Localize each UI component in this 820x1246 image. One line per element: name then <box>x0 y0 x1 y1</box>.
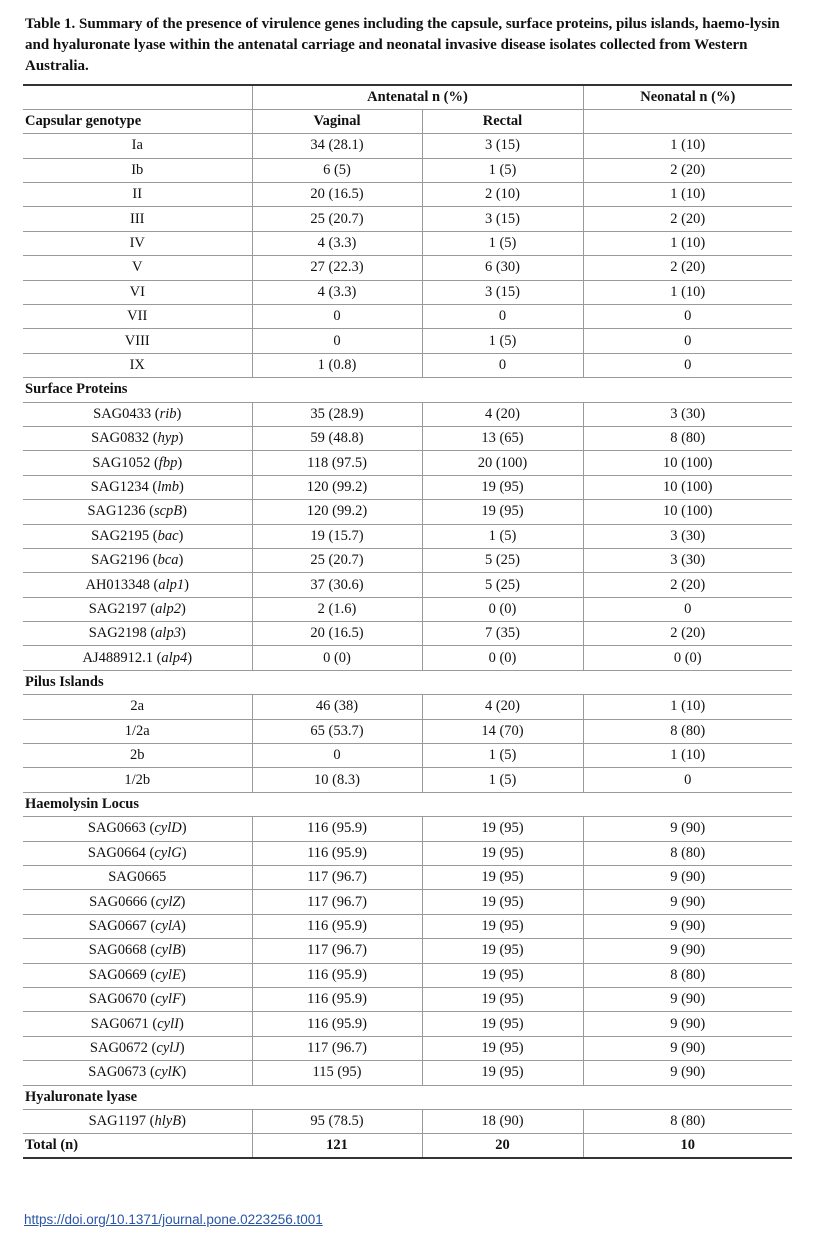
gene-code: SAG2196 <box>91 552 150 569</box>
rectal-value: 3 (15) <box>422 280 583 304</box>
table-row <box>23 1012 792 1036</box>
gene-code: SAG1234 <box>90 478 149 495</box>
gene-code: SAG0669 <box>88 966 147 983</box>
rectal-value: 19 (95) <box>422 914 583 938</box>
row-label: IV <box>23 231 252 255</box>
row-label: V <box>23 256 252 280</box>
rectal-value: 19 (95) <box>422 1036 583 1060</box>
neonatal-value: 10 (100) <box>583 500 792 524</box>
neonatal-value: 0 (0) <box>583 646 792 670</box>
row-label: VI <box>23 280 252 304</box>
row-label: SAG2195 (bac) <box>23 524 252 548</box>
rectal-value: 5 (25) <box>422 548 583 572</box>
table-row <box>23 963 792 987</box>
row-label <box>23 695 252 719</box>
neonatal-value: 10 (100) <box>583 451 792 475</box>
row-label: SAG0832 (hyp) <box>23 426 252 450</box>
neonatal-value: 9 (90) <box>583 817 792 841</box>
neonatal-value: 9 (90) <box>583 1061 792 1085</box>
vaginal-value: 116 (95.9) <box>252 1012 422 1036</box>
row-label: SAG0664 (cylG) <box>23 841 252 865</box>
table-row <box>23 914 792 938</box>
header-subcolumn-row <box>23 109 792 133</box>
rectal-value: 13 (65) <box>422 426 583 450</box>
neonatal-value: 9 (90) <box>583 914 792 938</box>
header-vaginal: Vaginal <box>252 109 422 133</box>
rectal-value: 14 (70) <box>422 719 583 743</box>
table-row <box>23 524 792 548</box>
neonatal-value: 2 (20) <box>583 256 792 280</box>
table-row <box>23 256 792 280</box>
rectal-value: 5 (25) <box>422 573 583 597</box>
gene-name: alp1 <box>158 576 185 593</box>
table-row <box>23 1036 792 1060</box>
table-row <box>23 987 792 1011</box>
vaginal-value: 19 (15.7) <box>252 524 422 548</box>
rectal-value: 3 (15) <box>422 207 583 231</box>
gene-name: cylI <box>157 1015 179 1032</box>
table-row <box>23 1061 792 1085</box>
table-row <box>23 158 792 182</box>
table-row <box>23 622 792 646</box>
gene-name: alp4 <box>161 649 188 666</box>
section-header-row <box>23 670 792 694</box>
neonatal-value: 1 (10) <box>583 183 792 207</box>
section-header-row <box>23 792 792 816</box>
row-label: SAG2197 (alp2) <box>23 597 252 621</box>
row-label <box>23 768 252 792</box>
table-row <box>23 183 792 207</box>
gene-code: SAG0666 <box>89 893 148 910</box>
neonatal-value: 0 <box>583 329 792 353</box>
gene-code: SAG1197 <box>88 1113 147 1130</box>
header-antenatal: Antenatal n (%) <box>252 85 583 109</box>
rectal-value: 18 (90) <box>422 1109 583 1133</box>
neonatal-value: 8 (80) <box>583 963 792 987</box>
gene-code: SAG0671 <box>90 1015 149 1032</box>
gene-code: SAG0667 <box>88 917 147 934</box>
vaginal-value: 0 (0) <box>252 646 422 670</box>
vaginal-value: 6 (5) <box>252 158 422 182</box>
rectal-value: 1 (5) <box>422 329 583 353</box>
vaginal-value: 116 (95.9) <box>252 987 422 1011</box>
rectal-value: 19 (95) <box>422 939 583 963</box>
gene-name: scpB <box>153 503 183 520</box>
gene-name: cylB <box>155 942 181 959</box>
row-label: SAG0667 (cylA) <box>23 914 252 938</box>
gene-code: SAG2195 <box>91 527 150 544</box>
vaginal-value: 117 (96.7) <box>252 866 422 890</box>
rectal-value: 19 (95) <box>422 841 583 865</box>
table-row <box>23 719 792 743</box>
rectal-value: 19 (95) <box>422 890 583 914</box>
doi-link[interactable]: https://doi.org/10.1371/journal.pone.0223256.t001 <box>24 1212 323 1227</box>
caption-label: Table 1. <box>25 16 76 32</box>
row-label: SAG0669 (cylE) <box>23 963 252 987</box>
gene-code: SAG0665 <box>108 869 167 886</box>
gene-code: SAG0832 <box>91 430 150 447</box>
vaginal-value: 25 (20.7) <box>252 207 422 231</box>
row-label: Ia <box>23 134 252 158</box>
neonatal-value: 1 (10) <box>583 231 792 255</box>
vaginal-value: 34 (28.1) <box>252 134 422 158</box>
gene-name: hyp <box>157 430 179 447</box>
gene-code: SAG0668 <box>88 942 147 959</box>
table-row <box>23 1109 792 1133</box>
neonatal-value: 8 (80) <box>583 841 792 865</box>
gene-name: bac <box>157 527 179 544</box>
header-neonatal: Neonatal n (%) <box>583 85 792 109</box>
row-label: VII <box>23 305 252 329</box>
gene-name: cylD <box>154 820 182 837</box>
table-row <box>23 500 792 524</box>
row-label: SAG2198 (alp3) <box>23 622 252 646</box>
vaginal-value: 120 (99.2) <box>252 475 422 499</box>
neonatal-value: 9 (90) <box>583 987 792 1011</box>
table-row <box>23 329 792 353</box>
neonatal-value: 0 <box>583 353 792 377</box>
neonatal-value: 2 (20) <box>583 207 792 231</box>
neonatal-value: 2 (20) <box>583 158 792 182</box>
gene-code: 2a <box>130 698 145 715</box>
table-row <box>23 207 792 231</box>
vaginal-value: 2 (1.6) <box>252 597 422 621</box>
row-label: VIII <box>23 329 252 353</box>
table-caption <box>25 14 795 77</box>
neonatal-value: 9 (90) <box>583 866 792 890</box>
gene-code: SAG0670 <box>88 991 147 1008</box>
table-row <box>23 475 792 499</box>
vaginal-value: 25 (20.7) <box>252 548 422 572</box>
table-row <box>23 768 792 792</box>
row-label <box>23 866 252 890</box>
table-row <box>23 695 792 719</box>
vaginal-value: 118 (97.5) <box>252 451 422 475</box>
section-spacer <box>252 378 792 402</box>
rectal-value: 0 (0) <box>422 597 583 621</box>
rectal-value: 19 (95) <box>422 866 583 890</box>
vaginal-value: 117 (96.7) <box>252 1036 422 1060</box>
vaginal-value: 117 (96.7) <box>252 939 422 963</box>
vaginal-value: 35 (28.9) <box>252 402 422 426</box>
row-label: SAG0670 (cylF) <box>23 987 252 1011</box>
vaginal-value: 4 (3.3) <box>252 280 422 304</box>
row-label <box>23 719 252 743</box>
neonatal-value: 3 (30) <box>583 402 792 426</box>
rectal-value: 1 (5) <box>422 524 583 548</box>
vaginal-value: 1 (0.8) <box>252 353 422 377</box>
vaginal-value: 10 (8.3) <box>252 768 422 792</box>
vaginal-value: 120 (99.2) <box>252 500 422 524</box>
neonatal-value: 9 (90) <box>583 939 792 963</box>
vaginal-value: 116 (95.9) <box>252 841 422 865</box>
vaginal-value: 27 (22.3) <box>252 256 422 280</box>
neonatal-value: 0 <box>583 597 792 621</box>
table-row <box>23 597 792 621</box>
table-row <box>23 548 792 572</box>
neonatal-value: 0 <box>583 305 792 329</box>
rectal-value: 0 (0) <box>422 646 583 670</box>
header-rectal: Rectal <box>422 109 583 133</box>
row-label: SAG0663 (cylD) <box>23 817 252 841</box>
rectal-value: 1 (5) <box>422 744 583 768</box>
vaginal-value: 4 (3.3) <box>252 231 422 255</box>
rectal-value: 0 <box>422 305 583 329</box>
rectal-value: 19 (95) <box>422 817 583 841</box>
rectal-value: 19 (95) <box>422 1061 583 1085</box>
row-label <box>23 744 252 768</box>
gene-code: SAG0672 <box>89 1039 148 1056</box>
vaginal-value: 20 (16.5) <box>252 622 422 646</box>
row-label: SAG0666 (cylZ) <box>23 890 252 914</box>
gene-code: SAG1236 <box>87 503 146 520</box>
table-row <box>23 426 792 450</box>
total-neonatal: 10 <box>583 1134 792 1158</box>
gene-code: SAG0664 <box>87 844 146 861</box>
table-row <box>23 402 792 426</box>
neonatal-value: 8 (80) <box>583 1109 792 1133</box>
vaginal-value: 0 <box>252 744 422 768</box>
rectal-value: 19 (95) <box>422 987 583 1011</box>
vaginal-value: 95 (78.5) <box>252 1109 422 1133</box>
gene-name: bca <box>157 552 179 569</box>
vaginal-value: 46 (38) <box>252 695 422 719</box>
gene-name: cylE <box>155 966 181 983</box>
gene-code: SAG2197 <box>88 600 147 617</box>
row-label: AH013348 (alp1) <box>23 573 252 597</box>
neonatal-value: 1 (10) <box>583 744 792 768</box>
total-rectal: 20 <box>422 1134 583 1158</box>
neonatal-value: 1 (10) <box>583 695 792 719</box>
caption-text: Summary of the presence of virulence genes including the capsule, surface proteins, pilus islands, haemo-lysin and hyaluronate lyase within the antenatal carriage and neonatal invasive disease isolates collected from Western Australia. <box>25 16 780 74</box>
vaginal-value: 20 (16.5) <box>252 183 422 207</box>
gene-code: SAG1052 <box>92 454 151 471</box>
table-row <box>23 305 792 329</box>
rectal-value: 3 (15) <box>422 134 583 158</box>
table-row <box>23 744 792 768</box>
row-label: SAG1234 (lmb) <box>23 475 252 499</box>
gene-code: SAG0673 <box>88 1064 147 1081</box>
row-label: SAG0673 (cylK) <box>23 1061 252 1085</box>
gene-name: cylJ <box>156 1039 180 1056</box>
table-row <box>23 231 792 255</box>
neonatal-value: 3 (30) <box>583 524 792 548</box>
neonatal-value: 10 (100) <box>583 475 792 499</box>
rectal-value: 19 (95) <box>422 475 583 499</box>
gene-code: 2b <box>130 747 145 764</box>
section-title: Hyaluronate lyase <box>23 1085 252 1109</box>
vaginal-value: 37 (30.6) <box>252 573 422 597</box>
neonatal-value: 8 (80) <box>583 719 792 743</box>
table-row <box>23 841 792 865</box>
table-row <box>23 280 792 304</box>
row-label: IX <box>23 353 252 377</box>
neonatal-value: 0 <box>583 768 792 792</box>
vaginal-value: 59 (48.8) <box>252 426 422 450</box>
row-label: SAG2196 (bca) <box>23 548 252 572</box>
section-title: Haemolysin Locus <box>23 792 252 816</box>
row-label: SAG0672 (cylJ) <box>23 1036 252 1060</box>
header-capsular-genotype: Capsular genotype <box>23 109 252 133</box>
section-title: Surface Proteins <box>23 378 252 402</box>
table-row <box>23 451 792 475</box>
vaginal-value: 116 (95.9) <box>252 914 422 938</box>
table-row <box>23 353 792 377</box>
table-row <box>23 134 792 158</box>
rectal-value: 1 (5) <box>422 231 583 255</box>
vaginal-value: 116 (95.9) <box>252 963 422 987</box>
section-header-row <box>23 1085 792 1109</box>
row-label: SAG1197 (hlyB) <box>23 1109 252 1133</box>
gene-code: 1/2b <box>124 771 151 788</box>
gene-code: 1/2a <box>124 722 150 739</box>
table-row <box>23 646 792 670</box>
gene-name: cylG <box>154 844 182 861</box>
table-row <box>23 817 792 841</box>
gene-name: hlyB <box>154 1113 182 1130</box>
total-row <box>23 1134 792 1158</box>
gene-name: cylK <box>154 1064 182 1081</box>
section-title: Pilus Islands <box>23 670 252 694</box>
gene-name: alp3 <box>155 625 181 642</box>
rectal-value: 19 (95) <box>422 1012 583 1036</box>
table-row <box>23 939 792 963</box>
table-row <box>23 573 792 597</box>
vaginal-value: 115 (95) <box>252 1061 422 1085</box>
neonatal-value: 2 (20) <box>583 622 792 646</box>
rectal-value: 4 (20) <box>422 402 583 426</box>
row-label: III <box>23 207 252 231</box>
row-label: SAG1052 (fbp) <box>23 451 252 475</box>
gene-name: cylF <box>155 991 181 1008</box>
vaginal-value: 117 (96.7) <box>252 890 422 914</box>
section-spacer <box>252 1085 792 1109</box>
neonatal-value: 8 (80) <box>583 426 792 450</box>
row-label: SAG0671 (cylI) <box>23 1012 252 1036</box>
row-label: SAG0433 (rib) <box>23 402 252 426</box>
row-label: SAG1236 (scpB) <box>23 500 252 524</box>
rectal-value: 7 (35) <box>422 622 583 646</box>
gene-name: lmb <box>157 478 179 495</box>
gene-name: cylZ <box>155 893 181 910</box>
neonatal-value: 1 (10) <box>583 134 792 158</box>
rectal-value: 0 <box>422 353 583 377</box>
rectal-value: 4 (20) <box>422 695 583 719</box>
vaginal-value: 65 (53.7) <box>252 719 422 743</box>
section-spacer <box>252 670 792 694</box>
table-row <box>23 866 792 890</box>
row-label: II <box>23 183 252 207</box>
gene-name: alp2 <box>155 600 181 617</box>
vaginal-value: 116 (95.9) <box>252 817 422 841</box>
rectal-value: 1 (5) <box>422 768 583 792</box>
rectal-value: 2 (10) <box>422 183 583 207</box>
neonatal-value: 2 (20) <box>583 573 792 597</box>
header-neonatal-sub <box>583 109 792 133</box>
gene-code: SAG0433 <box>93 405 152 422</box>
neonatal-value: 9 (90) <box>583 890 792 914</box>
row-label: Ib <box>23 158 252 182</box>
header-empty-cell <box>23 85 252 109</box>
section-header-row <box>23 378 792 402</box>
gene-code: AJ488912.1 <box>82 649 153 666</box>
rectal-value: 6 (30) <box>422 256 583 280</box>
gene-code: SAG0663 <box>87 820 146 837</box>
row-label: SAG0668 (cylB) <box>23 939 252 963</box>
section-spacer <box>252 792 792 816</box>
table-row <box>23 890 792 914</box>
gene-name: rib <box>159 405 177 422</box>
neonatal-value: 1 (10) <box>583 280 792 304</box>
gene-name: fbp <box>158 454 178 471</box>
neonatal-value: 9 (90) <box>583 1012 792 1036</box>
virulence-genes-table <box>23 84 792 1159</box>
rectal-value: 1 (5) <box>422 158 583 182</box>
header-group-row <box>23 85 792 109</box>
neonatal-value: 3 (30) <box>583 548 792 572</box>
vaginal-value: 0 <box>252 305 422 329</box>
neonatal-value: 9 (90) <box>583 1036 792 1060</box>
gene-code: SAG2198 <box>88 625 147 642</box>
total-label: Total (n) <box>23 1134 252 1158</box>
rectal-value: 19 (95) <box>422 963 583 987</box>
total-vaginal: 121 <box>252 1134 422 1158</box>
gene-name: cylA <box>155 917 181 934</box>
row-label: AJ488912.1 (alp4) <box>23 646 252 670</box>
vaginal-value: 0 <box>252 329 422 353</box>
gene-code: AH013348 <box>85 576 150 593</box>
rectal-value: 19 (95) <box>422 500 583 524</box>
rectal-value: 20 (100) <box>422 451 583 475</box>
